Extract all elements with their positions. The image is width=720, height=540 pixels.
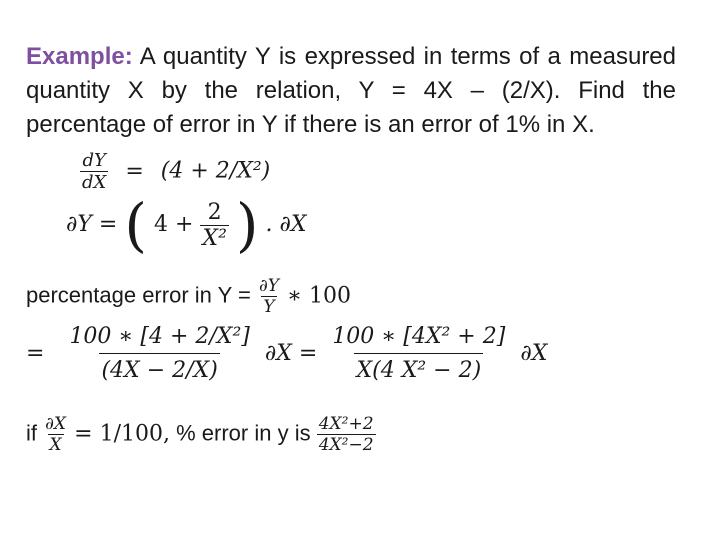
- fraction-denominator: (4X − 2/X): [99, 353, 219, 383]
- example-keyword: Example:: [26, 43, 133, 70]
- fraction-denominator: Y: [263, 297, 275, 317]
- fraction-numerator: ∂X: [45, 414, 67, 434]
- fraction-denominator: 4X²−2: [318, 435, 374, 455]
- left-paren: (: [124, 191, 147, 259]
- step2-equation: [66, 191, 307, 259]
- dy-over-y-fraction: [257, 276, 281, 317]
- dy-dx-fraction: [80, 150, 108, 193]
- fraction-denominator: X²: [202, 225, 227, 251]
- step1-rhs: (4 + 2/X²): [160, 158, 271, 184]
- fraction-denominator: dX: [82, 172, 107, 193]
- fraction-numerator: 100 ∗ [4 + 2/X²]: [69, 324, 250, 349]
- problem-text: A quantity Y is expressed in terms of a measured quantity X by the relation, Y = 4X – (2/X). Find the percentage of error in Y if there is an error of 1% in X.: [26, 43, 677, 138]
- step2-tail: . ∂X: [265, 212, 307, 237]
- percentage-error-label: percentage error in Y =: [26, 282, 251, 308]
- dx-over-x-fraction: [43, 414, 68, 455]
- step4-mid: ∂X =: [264, 340, 318, 366]
- step4-fraction-1: [67, 324, 251, 383]
- step3-tail: ∗ 100: [287, 283, 352, 309]
- step1-equation: [80, 150, 270, 193]
- fraction-numerator: dY: [82, 150, 106, 171]
- right-paren: ): [235, 191, 259, 259]
- problem-statement: [26, 40, 676, 142]
- equals-sign: =: [26, 340, 45, 366]
- equals-sign: =: [125, 158, 144, 184]
- step5-text: % error in y is: [176, 420, 311, 446]
- fraction-denominator: X(4 X² − 2): [354, 353, 483, 383]
- step4-fraction-2: [330, 324, 507, 383]
- step4-tail: ∂X: [520, 340, 548, 366]
- fraction-numerator: 2: [207, 199, 222, 225]
- fraction-denominator: X: [49, 435, 62, 455]
- step5-eq: = 1/100,: [74, 421, 170, 447]
- step3-equation: [26, 276, 351, 317]
- step2-term: 4 +: [153, 212, 194, 237]
- step4-equation: [26, 324, 547, 383]
- fraction-numerator: 4X²+2: [318, 414, 374, 434]
- result-fraction: [317, 414, 376, 455]
- step2-fraction: [200, 200, 228, 251]
- fraction-numerator: ∂Y: [258, 276, 279, 296]
- step2-lhs: ∂Y =: [66, 212, 118, 237]
- if-label: if: [26, 420, 37, 446]
- step5-equation: [26, 414, 376, 455]
- fraction-numerator: 100 ∗ [4X² + 2]: [332, 324, 506, 349]
